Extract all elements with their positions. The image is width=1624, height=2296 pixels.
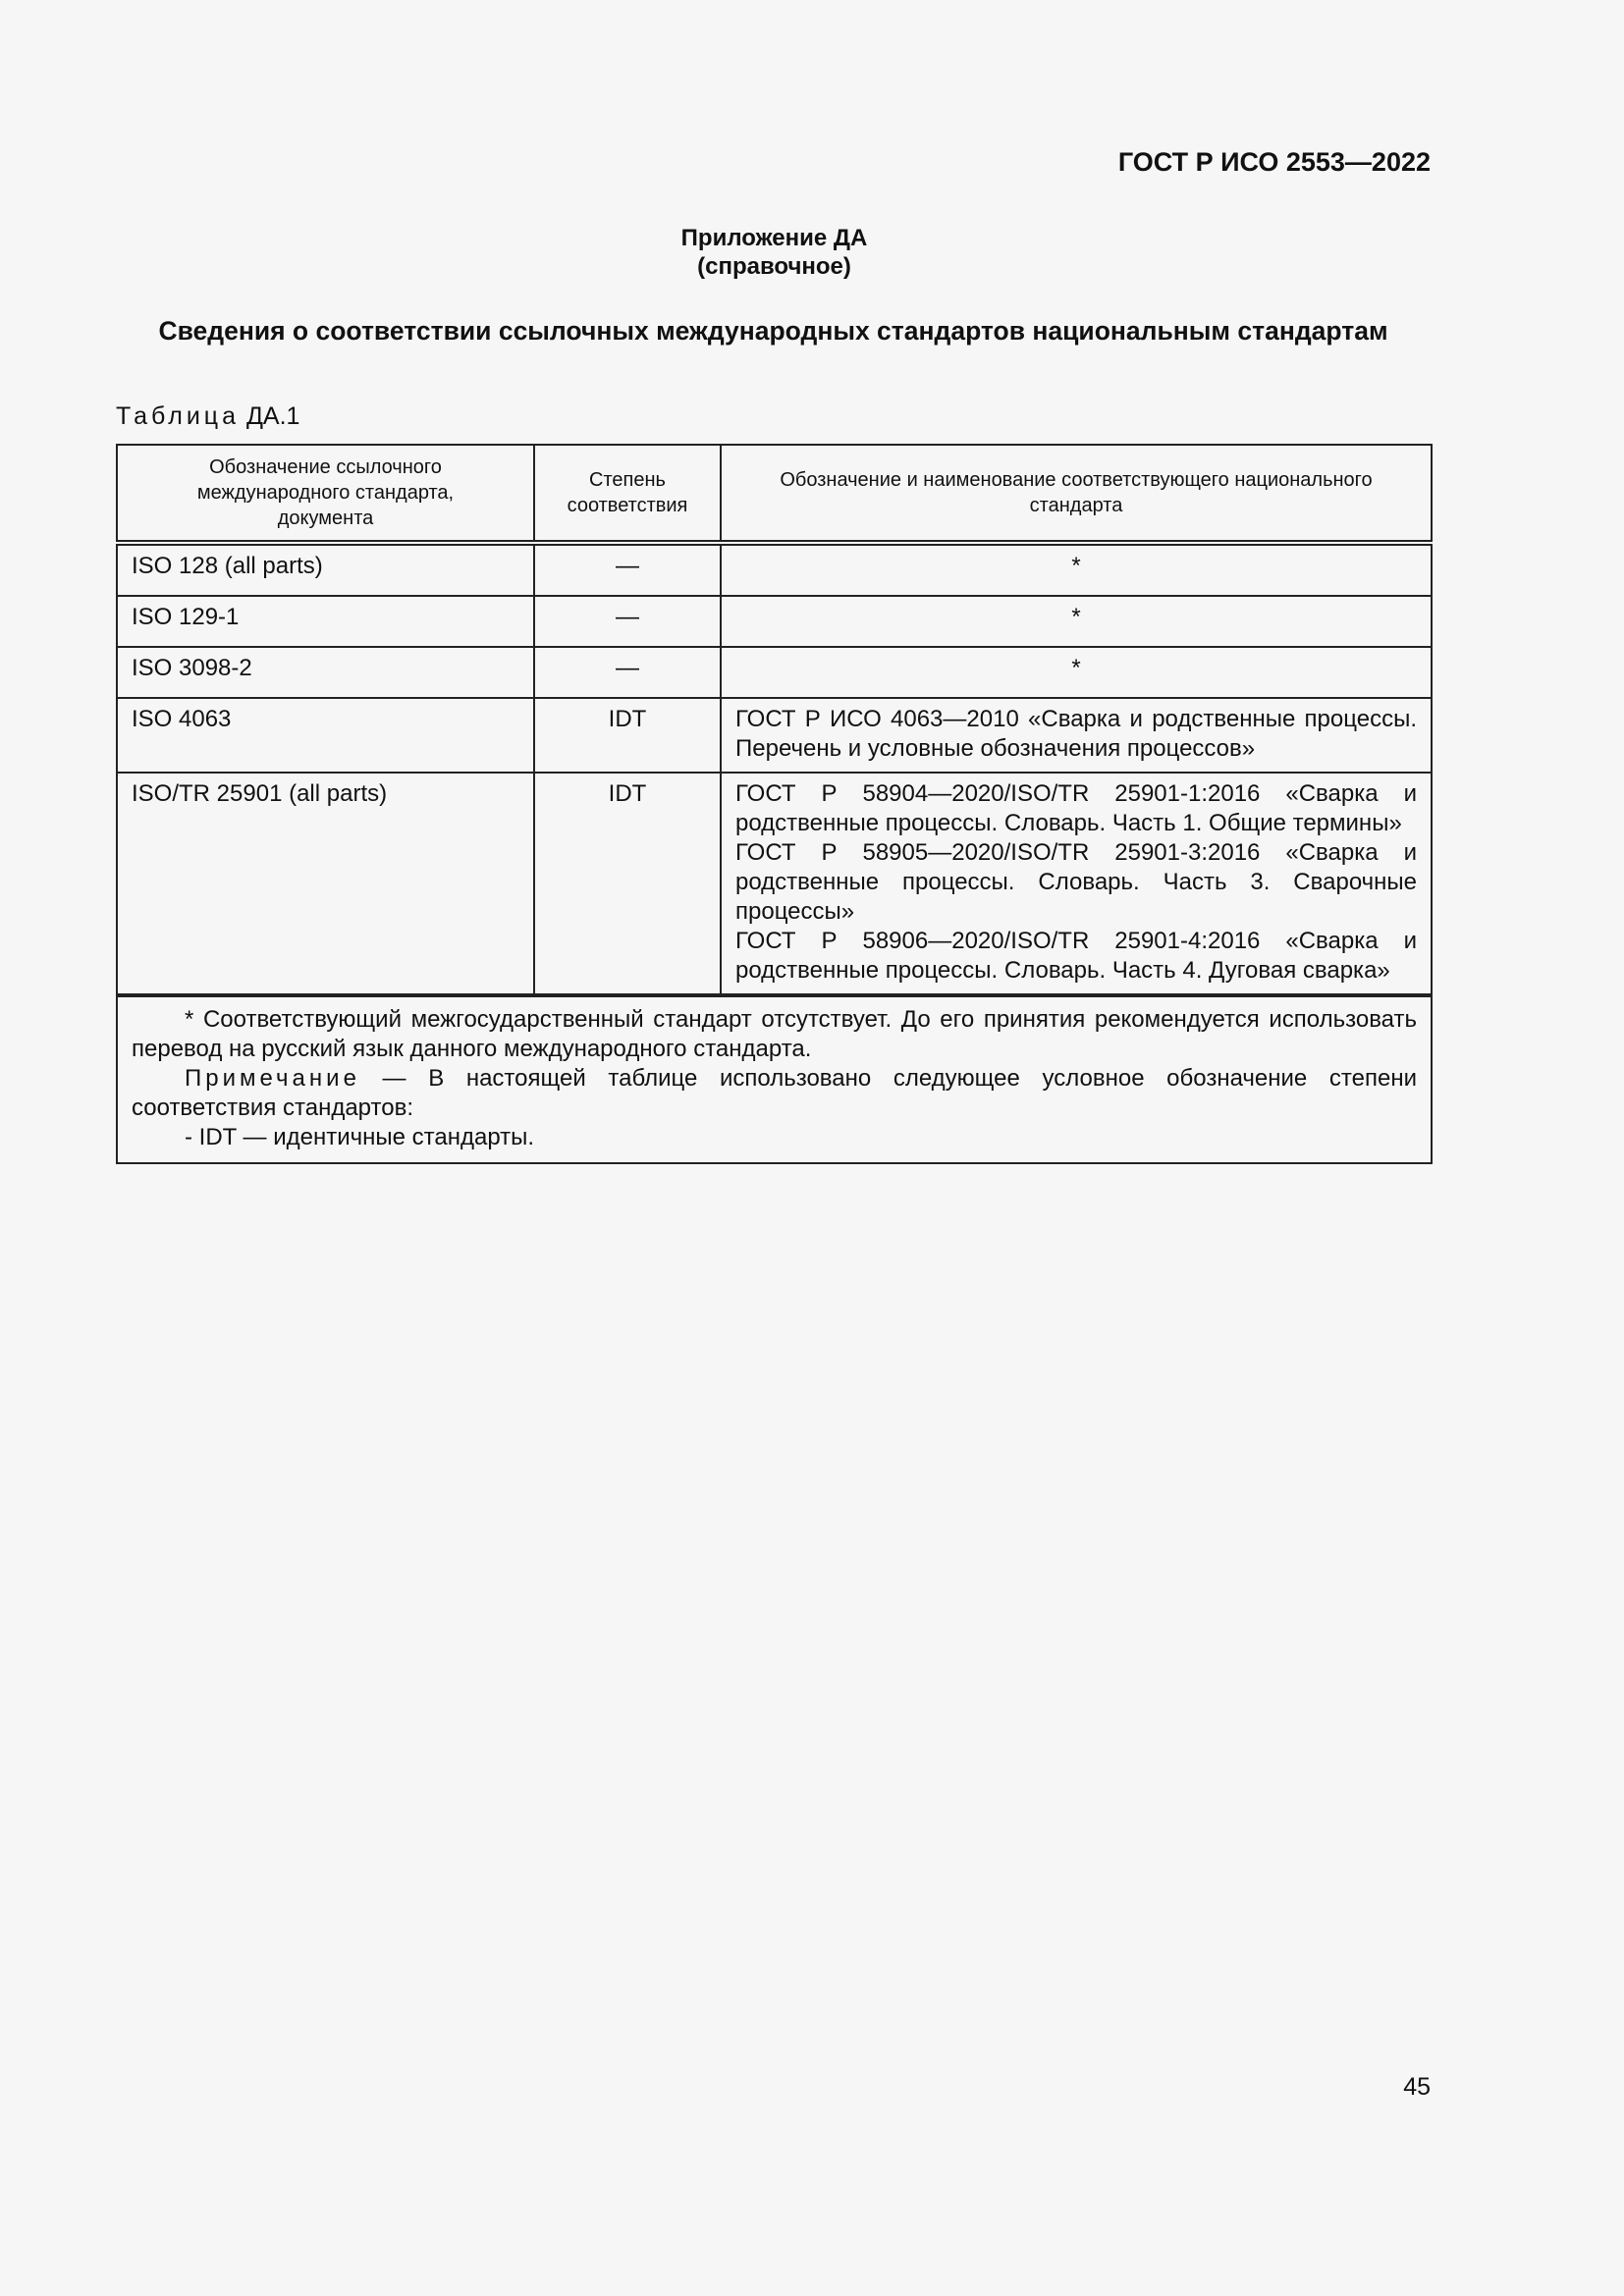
national-standard-entry: ГОСТ Р 58904—2020/ISO/TR 25901-1:2016 «Сварка и родственные процессы. Словарь. Часть 1. Общие термины» <box>735 780 1417 836</box>
correspondence-table <box>116 444 1433 1164</box>
cell-standard: ISO 3098-2 <box>117 647 534 698</box>
page-number: 45 <box>1403 2073 1431 2101</box>
table-notes-row <box>117 995 1432 1163</box>
table-header-row <box>117 445 1432 543</box>
table-row <box>117 596 1432 647</box>
table-row <box>117 698 1432 773</box>
appendix-heading <box>0 224 1548 281</box>
cell-standard: ISO/TR 25901 (all parts) <box>117 773 534 995</box>
document-code: ГОСТ Р ИСО 2553—2022 <box>1117 147 1431 177</box>
cell-national: ГОСТ Р ИСО 4063—2010 «Сварка и родственные процессы. Перечень и условные обозначения процессов» <box>721 698 1432 773</box>
cell-national: * <box>721 647 1432 698</box>
note-label: Примечание <box>185 1065 360 1092</box>
table-row <box>117 773 1432 995</box>
cell-national: * <box>721 596 1432 647</box>
legend-item: - IDT — идентичные стандарты. <box>185 1124 535 1150</box>
table-note <box>132 1064 1417 1123</box>
column-header-standard: Обозначение ссылочного международного стандарта, документа <box>117 445 534 543</box>
note-text: — В настоящей таблице использовано следующее условное обозначение степени соответствия стандартов: <box>132 1065 1417 1121</box>
cell-degree: — <box>534 596 721 647</box>
table-footnote: * Соответствующий межгосударственный стандарт отсутствует. До его принятия рекомендуется использовать перевод на русский язык данного международного стандарта. <box>132 1006 1417 1062</box>
cell-degree: — <box>534 543 721 596</box>
table-caption <box>116 402 299 431</box>
cell-national <box>721 773 1432 995</box>
column-header-national: Обозначение и наименование соответствующего национального стандарта <box>721 445 1432 543</box>
cell-degree: IDT <box>534 698 721 773</box>
national-standard-entry: ГОСТ Р 58906—2020/ISO/TR 25901-4:2016 «Сварка и родственные процессы. Словарь. Часть 4. Дуговая сварка» <box>735 928 1417 984</box>
table-caption-number: ДА.1 <box>245 402 300 430</box>
table-row <box>117 647 1432 698</box>
cell-standard: ISO 128 (all parts) <box>117 543 534 596</box>
national-standard-entry: ГОСТ Р 58905—2020/ISO/TR 25901-3:2016 «Сварка и родственные процессы. Словарь. Часть 3. Сварочные процессы» <box>735 839 1417 925</box>
table-caption-label: Таблица <box>116 402 241 430</box>
appendix-title: Приложение ДА <box>680 225 868 251</box>
cell-standard: ISO 129-1 <box>117 596 534 647</box>
cell-standard: ISO 4063 <box>117 698 534 773</box>
section-title: Сведения о соответствии ссылочных международных стандартов национальным стандартам <box>158 316 1388 346</box>
cell-degree: IDT <box>534 773 721 995</box>
column-header-degree: Степень соответствия <box>534 445 721 543</box>
cell-degree: — <box>534 647 721 698</box>
table-notes <box>117 995 1432 1163</box>
cell-national: * <box>721 543 1432 596</box>
appendix-subtitle: (справочное) <box>697 253 851 280</box>
table-row <box>117 543 1432 596</box>
